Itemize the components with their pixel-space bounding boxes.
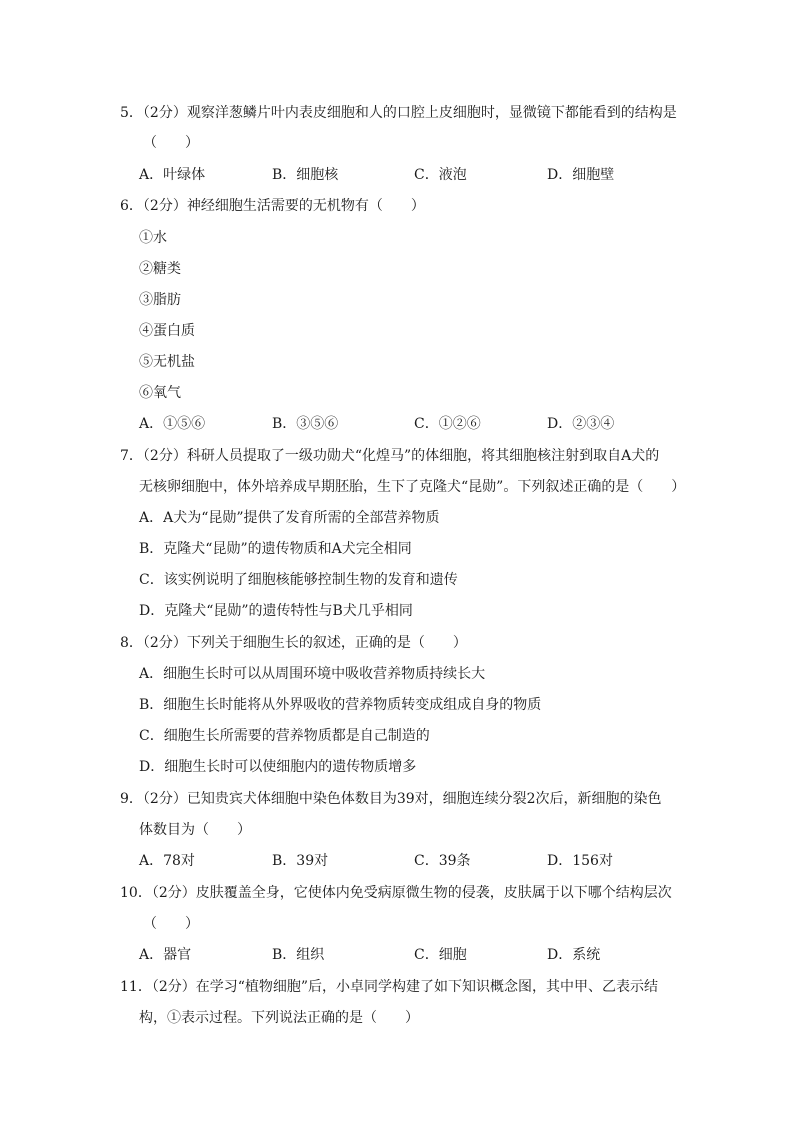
option-c: C．该实例说明了细胞核能够控制生物的发育和遗传 xyxy=(139,572,458,588)
option-c: C．细胞生长所需要的营养物质都是自己制造的 xyxy=(139,728,430,744)
option-c: C．细胞 xyxy=(414,947,467,963)
option-c: C．①②⑥ xyxy=(414,416,481,432)
question-stem-line: 9．（2分）已知贵宾犬体细胞中染色体数目为39对，细胞连续分裂2次后，新细胞的染色 xyxy=(120,791,662,807)
option-a: A．叶绿体 xyxy=(139,167,206,183)
list-item: ③脂肪 xyxy=(139,292,181,308)
option-d: D．系统 xyxy=(547,947,601,963)
question-stem-line: 无核卵细胞中，体外培养成早期胚胎，生下了克隆犬“昆勋”。下列叙述正确的是（ ） xyxy=(139,479,686,495)
option-b: B．③⑤⑥ xyxy=(272,416,339,432)
option-d: D．②③④ xyxy=(547,416,615,432)
option-d: D．克隆犬“昆勋”的遗传特性与B犬几乎相同 xyxy=(139,603,413,619)
question-stem-line: 构，①表示过程。下列说法正确的是（ ） xyxy=(139,1010,419,1026)
option-a: A．78对 xyxy=(139,853,195,869)
question-stem-line: 10．（2分）皮肤覆盖全身，它使体内免受病原微生物的侵袭，皮肤属于以下哪个结构层次 xyxy=(120,885,672,901)
list-item: ④蛋白质 xyxy=(139,323,195,339)
option-b: B．39对 xyxy=(272,853,329,869)
option-a: A．细胞生长时可以从周围环境中吸收营养物质持续长大 xyxy=(139,666,486,682)
option-b: B．克隆犬“昆勋”的遗传物质和A犬完全相同 xyxy=(139,541,412,557)
list-item: ⑤无机盐 xyxy=(139,354,195,370)
list-item: ②糖类 xyxy=(139,261,181,277)
option-b: B．组织 xyxy=(272,947,325,963)
option-a: A．①⑤⑥ xyxy=(139,416,206,432)
question-stem-line: （ ） xyxy=(143,135,199,151)
question-stem-line: 体数目为（ ） xyxy=(139,822,251,838)
option-d: D．细胞生长时可以使细胞内的遗传物质增多 xyxy=(139,759,417,775)
list-item: ⑥氧气 xyxy=(139,385,181,401)
question-stem-line: 5．（2分）观察洋葱鳞片叶内表皮细胞和人的口腔上皮细胞时，显微镜下都能看到的结构是 xyxy=(120,105,677,121)
option-d: D．细胞壁 xyxy=(547,167,615,183)
question-stem-line: 11．（2分）在学习“植物细胞”后，小卓同学构建了如下知识概念图，其中甲、乙表示结 xyxy=(120,979,659,995)
option-a: A．A犬为“昆勋”提供了发育所需的全部营养物质 xyxy=(139,510,440,526)
option-a: A．器官 xyxy=(139,947,192,963)
list-item: ①水 xyxy=(139,230,167,246)
question-stem-line: 8．（2分）下列关于细胞生长的叙述，正确的是（ ） xyxy=(120,635,467,651)
option-b: B．细胞生长时能将从外界吸收的营养物质转变成组成自身的物质 xyxy=(139,697,542,713)
question-stem-line: （ ） xyxy=(143,916,199,932)
question-stem-line: 6．（2分）神经细胞生活需要的无机物有（ ） xyxy=(120,198,425,214)
question-stem-line: 7．（2分）科研人员提取了一级功勋犬“化煌马”的体细胞，将其细胞核注射到取自A犬的 xyxy=(120,448,660,464)
option-c: C．39条 xyxy=(414,853,471,869)
option-d: D．156对 xyxy=(547,853,613,869)
option-b: B．细胞核 xyxy=(272,167,339,183)
option-c: C．液泡 xyxy=(414,167,467,183)
